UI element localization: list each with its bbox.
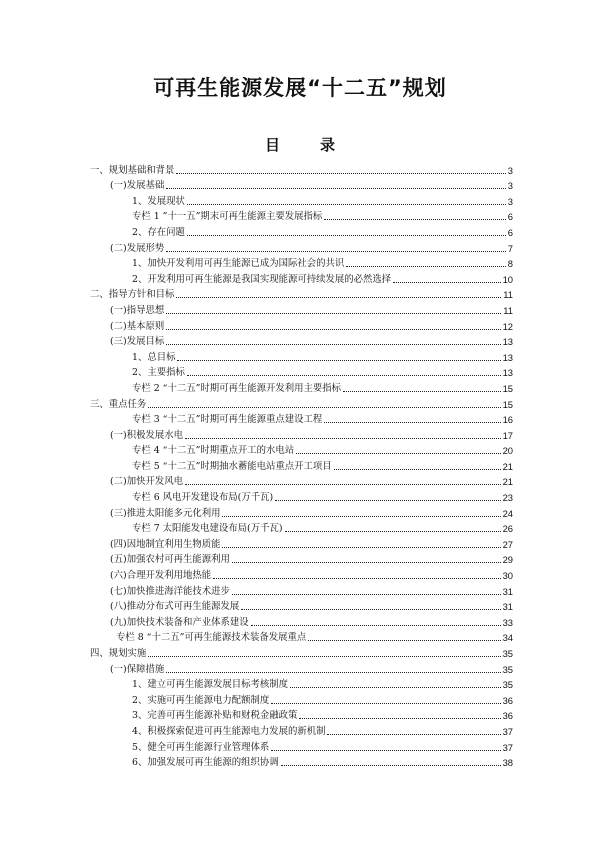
toc-dot-leader bbox=[281, 765, 501, 766]
toc-page-number: 35 bbox=[502, 648, 513, 659]
toc-entry[interactable] bbox=[90, 676, 513, 692]
toc-dot-leader bbox=[148, 656, 500, 657]
toc-page-number: 29 bbox=[502, 554, 513, 566]
toc-entry[interactable] bbox=[90, 520, 513, 536]
toc-page-number: 34 bbox=[502, 632, 513, 644]
toc-dot-leader bbox=[187, 235, 506, 236]
toc-dot-leader bbox=[296, 453, 500, 454]
toc-dot-leader bbox=[222, 547, 500, 548]
toc-entry-label: 1、发展现状 bbox=[132, 195, 185, 207]
toc-dot-leader bbox=[343, 391, 501, 392]
toc-dot-leader bbox=[185, 484, 501, 485]
toc-entry-label: (二)加快开发风电 bbox=[110, 476, 183, 488]
toc-page-number: 13 bbox=[502, 367, 513, 379]
document-title: 可再生能源发展“十二五”规划 bbox=[153, 76, 447, 100]
toc-page-number: 37 bbox=[502, 725, 513, 737]
toc-page-number: 13 bbox=[502, 351, 513, 363]
toc-heading-char-1: 目 bbox=[264, 136, 280, 154]
toc-dot-leader bbox=[251, 625, 501, 626]
toc-dot-leader bbox=[334, 469, 501, 470]
toc-entry-label: (一)指导思想 bbox=[110, 304, 165, 316]
toc-dot-leader bbox=[187, 204, 506, 205]
toc-page-number: 11 bbox=[503, 304, 513, 316]
toc-entry[interactable] bbox=[90, 754, 513, 770]
toc-entry-label: 2、开发利用可再生能源是我国实现能源可持续发展的必然选择 bbox=[132, 273, 392, 285]
toc-entry[interactable] bbox=[90, 395, 513, 411]
toc-entry[interactable] bbox=[90, 223, 513, 239]
toc-dot-leader bbox=[308, 640, 500, 641]
toc-entry-label: 2、实施可再生能源电力配额制度 bbox=[132, 694, 270, 706]
toc-dot-leader bbox=[176, 173, 505, 174]
toc-entry-label: (六)合理开发利用地热能 bbox=[110, 570, 212, 582]
toc-entry[interactable] bbox=[90, 504, 513, 520]
toc-entry-label: 专栏 7 太阳能发电建设布局(万千瓦) bbox=[132, 523, 283, 535]
toc-page-number: 6 bbox=[507, 226, 513, 238]
toc-entry[interactable] bbox=[90, 208, 513, 224]
toc-dot-leader bbox=[275, 500, 500, 501]
toc-dot-leader bbox=[177, 360, 500, 361]
toc-entry-label: 专栏 2 “十二五”时期可再生能源开发利用主要指标 bbox=[132, 382, 342, 394]
toc-entry[interactable] bbox=[90, 613, 513, 629]
toc-page-number: 8 bbox=[507, 258, 513, 270]
toc-entry-label: (四)因地制宜利用生物质能 bbox=[110, 538, 221, 550]
toc-entry-label: 专栏 3 “十二五”时期可再生能源重点建设工程 bbox=[132, 414, 323, 426]
toc-page-number: 12 bbox=[502, 320, 513, 332]
toc-dot-leader bbox=[176, 297, 501, 298]
toc-dot-leader bbox=[148, 407, 500, 408]
toc-page-number: 11 bbox=[503, 289, 513, 301]
toc-page-number: 27 bbox=[502, 538, 513, 550]
table-of-contents bbox=[90, 161, 513, 769]
toc-dot-leader bbox=[346, 266, 506, 267]
toc-entry[interactable] bbox=[90, 582, 513, 598]
toc-entry[interactable] bbox=[90, 411, 513, 427]
toc-page-number: 30 bbox=[502, 570, 513, 582]
toc-page-number: 21 bbox=[502, 476, 513, 488]
toc-entry[interactable] bbox=[90, 286, 513, 302]
toc-entry[interactable] bbox=[90, 598, 513, 614]
toc-entry-label: (八)推动分布式可再生能源发展 bbox=[110, 601, 240, 613]
toc-page-number: 16 bbox=[502, 414, 513, 426]
toc-page-number: 24 bbox=[502, 507, 513, 519]
toc-entry-label: 1、总目标 bbox=[132, 351, 176, 363]
toc-entry[interactable] bbox=[90, 239, 513, 255]
toc-entry[interactable] bbox=[90, 707, 513, 723]
toc-dot-leader bbox=[166, 672, 500, 673]
toc-entry-label: (五)加强农村可再生能源利用 bbox=[110, 554, 230, 566]
toc-entry[interactable] bbox=[90, 379, 513, 395]
toc-heading bbox=[0, 134, 600, 155]
toc-page-number: 36 bbox=[502, 694, 513, 706]
toc-entry[interactable] bbox=[90, 426, 513, 442]
toc-dot-leader bbox=[285, 531, 501, 532]
toc-entry-label: (三)发展目标 bbox=[110, 336, 165, 348]
toc-heading-char-2: 录 bbox=[320, 136, 336, 154]
toc-entry-label: 二、指导方针和目标 bbox=[90, 289, 175, 301]
toc-entry[interactable] bbox=[90, 644, 513, 660]
toc-dot-leader bbox=[299, 718, 500, 719]
toc-page-number: 3 bbox=[507, 164, 513, 176]
toc-dot-leader bbox=[324, 422, 500, 423]
toc-page-number: 23 bbox=[502, 492, 513, 504]
toc-entry[interactable] bbox=[90, 488, 513, 504]
toc-page-number: 7 bbox=[507, 242, 513, 254]
toc-entry[interactable] bbox=[90, 161, 513, 177]
toc-page-number: 26 bbox=[502, 523, 513, 535]
toc-page-number: 3 bbox=[507, 195, 513, 207]
toc-entry-label: (三)推进太阳能多元化利用 bbox=[110, 507, 221, 519]
toc-page-number: 6 bbox=[507, 211, 513, 223]
toc-page-number: 17 bbox=[502, 429, 513, 441]
toc-page-number: 10 bbox=[502, 273, 513, 285]
toc-page-number: 31 bbox=[502, 601, 513, 613]
toc-page-number: 13 bbox=[502, 336, 513, 348]
toc-entry-label: (一)保障措施 bbox=[110, 663, 165, 675]
toc-page-number: 36 bbox=[502, 710, 513, 722]
toc-entry-label: 专栏 5 “十二五”时期抽水蓄能电站重点开工项目 bbox=[132, 460, 332, 472]
toc-entry[interactable] bbox=[90, 629, 513, 645]
toc-page-number: 35 bbox=[502, 663, 513, 675]
toc-entry[interactable] bbox=[90, 255, 513, 271]
toc-page-number: 35 bbox=[502, 679, 513, 691]
toc-dot-leader bbox=[271, 703, 500, 704]
toc-entry[interactable] bbox=[90, 551, 513, 567]
toc-entry-label: 专栏 6 风电开发建设布局(万千瓦) bbox=[132, 492, 274, 504]
toc-entry[interactable] bbox=[90, 691, 513, 707]
toc-page-number: 31 bbox=[502, 585, 513, 597]
toc-dot-leader bbox=[393, 282, 500, 283]
toc-entry[interactable] bbox=[90, 473, 513, 489]
toc-dot-leader bbox=[241, 609, 500, 610]
toc-page-number: 15 bbox=[502, 398, 513, 410]
toc-entry-label: (一)发展基础 bbox=[110, 180, 165, 192]
toc-dot-leader bbox=[185, 438, 501, 439]
toc-entry[interactable] bbox=[90, 535, 513, 551]
toc-dot-leader bbox=[232, 594, 501, 595]
toc-dot-leader bbox=[213, 578, 500, 579]
toc-entry[interactable] bbox=[90, 301, 513, 317]
toc-page-number: 33 bbox=[502, 616, 513, 628]
toc-entry[interactable] bbox=[90, 333, 513, 349]
toc-dot-leader bbox=[222, 516, 500, 517]
toc-entry[interactable] bbox=[90, 738, 513, 754]
toc-entry[interactable] bbox=[90, 442, 513, 458]
toc-dot-leader bbox=[290, 687, 501, 688]
toc-entry-label: (七)加快推进海洋能技术进步 bbox=[110, 585, 230, 597]
toc-entry[interactable] bbox=[90, 660, 513, 676]
toc-entry-label: 专栏 1 ”十一五”期末可再生能源主要发展指标 bbox=[132, 211, 323, 223]
toc-entry-label: 一、规划基础和背景 bbox=[90, 164, 175, 176]
toc-page-number: 20 bbox=[502, 445, 513, 457]
toc-entry-label: 2、主要指标 bbox=[132, 367, 185, 379]
toc-page-number: 37 bbox=[502, 741, 513, 753]
toc-entry[interactable] bbox=[90, 348, 513, 364]
toc-entry[interactable] bbox=[90, 192, 513, 208]
toc-entry-label: 3、完善可再生能源补贴和财税金融政策 bbox=[132, 710, 298, 722]
toc-entry[interactable] bbox=[90, 722, 513, 738]
toc-dot-leader bbox=[187, 375, 501, 376]
toc-entry-label: (九)加快技术装备和产业体系建设 bbox=[110, 616, 249, 628]
toc-entry-label: 1、建立可再生能源发展目标考核制度 bbox=[132, 679, 288, 691]
toc-entry-label: 2、存在问题 bbox=[132, 226, 185, 238]
toc-dot-leader bbox=[166, 188, 506, 189]
toc-entry-label: 四、规划实施 bbox=[90, 648, 147, 659]
toc-entry[interactable] bbox=[90, 457, 513, 473]
toc-dot-leader bbox=[166, 344, 500, 345]
toc-page-number: 21 bbox=[502, 460, 513, 472]
toc-dot-leader bbox=[166, 313, 501, 314]
toc-entry-label: (二)基本原则 bbox=[110, 320, 165, 332]
toc-page-number: 38 bbox=[502, 757, 513, 769]
toc-dot-leader bbox=[166, 251, 506, 252]
toc-dot-leader bbox=[271, 750, 500, 751]
toc-entry[interactable] bbox=[90, 364, 513, 380]
toc-entry[interactable] bbox=[90, 177, 513, 193]
toc-entry[interactable] bbox=[90, 317, 513, 333]
toc-entry-label: 4、积极探索促进可再生能源电力发展的新机制 bbox=[132, 725, 326, 737]
toc-dot-leader bbox=[232, 562, 501, 563]
toc-dot-leader bbox=[166, 329, 500, 330]
toc-entry-label: 专栏 4 “十二五”时期重点开工的水电站 bbox=[132, 445, 295, 457]
toc-entry-label: (一)积极发展水电 bbox=[110, 429, 183, 441]
toc-entry[interactable] bbox=[90, 270, 513, 286]
toc-dot-leader bbox=[324, 219, 506, 220]
toc-entry-label: 专栏 8 “十二五”可再生能源技术装备发展重点 bbox=[116, 632, 307, 644]
toc-entry-label: 6、加强发展可再生能源的组织协调 bbox=[132, 757, 279, 769]
toc-entry-label: 1、加快开发利用可再生能源已成为国际社会的共识 bbox=[132, 258, 345, 270]
toc-entry[interactable] bbox=[90, 566, 513, 582]
toc-dot-leader bbox=[327, 734, 500, 735]
toc-page-number: 15 bbox=[502, 382, 513, 394]
toc-entry-label: 三、重点任务 bbox=[90, 398, 147, 410]
toc-page-number: 3 bbox=[507, 180, 513, 192]
toc-entry-label: 5、健全可再生能源行业管理体系 bbox=[132, 741, 270, 753]
toc-entry-label: (二)发展形势 bbox=[110, 242, 165, 254]
